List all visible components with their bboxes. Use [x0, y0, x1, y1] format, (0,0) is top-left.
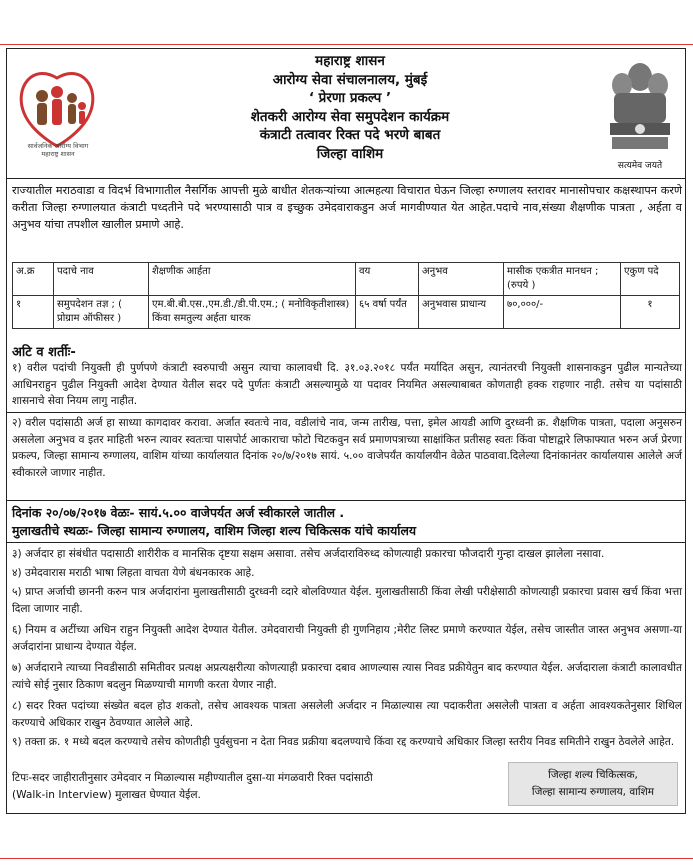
top-rule [0, 44, 693, 45]
cell-sr: १ [13, 296, 54, 329]
note-line-2: (Walk-in Interview) मुलाखत घेण्यात येईल. [12, 789, 201, 801]
cell-salary: ७०,०००/- [504, 296, 621, 329]
term-1: १) वरील पदांची नियुक्ती ही पुर्णपणे कंत्राटी स्वरुपाची असुन त्याचा कालावधी दि. ३१.०३.२०१८ पर्यंत मर्यादित असुन, त्यानंतरची नियुक्ती शासनाकडुन पुढील मान्यतेच्या आधिनराहुन पुढील नियुक्ती आदेश देण्यात येतील सदर पदे पुर्णतः कंत्राटी असल्यामुळे या पदावर नियमित असल्याबाबत कोणताही हक्क राहणार नाही. तसेच या पदांसाठी शासनाचे सेवा नियम लागु नाहीत. [12, 362, 682, 407]
separator-1 [6, 412, 686, 413]
application-deadline-line: दिनांक २०/०७/२०१७ वेळः- सायं.५.०० वाजेपर्यत अर्ज स्वीकारले जातील . [12, 505, 345, 520]
interview-venue-line: मुलाखतीचे स्थळः- जिल्हा सामान्य रुग्णालय, वाशिम जिल्हा शल्य चिकित्सक यांचे कार्यालय [12, 523, 417, 538]
separator-3 [6, 542, 686, 543]
term-6: ६) नियम व अटींच्या अधिन राहुन नियुक्ती आदेश देण्यात येतील. उमेदवाराची नियुक्ती ही गुणनिहाय ;मेरीट लिस्ट प्रमाणे करण्यात येईल, तसेच जास्तीत जास्त अनुभव असणा-या अर्जदारांना प्राधान्य देण्यात येईल. [12, 624, 682, 653]
header-line-4: शेतकरी आरोग्य सेवा समुपदेशन कार्यक्रम [250, 108, 450, 125]
separator-2 [6, 500, 686, 501]
table-header-row [13, 263, 680, 296]
col-header-experience: अनुभव [419, 263, 504, 296]
signature-line-1: जिल्हा शल्य चिकित्सक, [548, 769, 638, 781]
emblem-caption: सत्यमेव जयते [617, 161, 663, 171]
term-8: ८) सदर रिक्त पदांच्या संख्येत बदल होउ शकतो, तसेच आवश्यक पात्रता असलेली अर्जदार न मिळाल्यास त्या पदाकरीता असलेली पात्रता व अर्हता आवश्यकतेनुसार शिथिल करण्याचे अधिकार राखुन ठेवण्यात आलेले आहे. [12, 700, 682, 729]
signature-line-2: जिल्हा सामान्य रुग्णालय, वाशिम [531, 786, 655, 798]
table-row [13, 296, 680, 329]
col-header-sr: अ.क्र [13, 263, 54, 296]
document-header [120, 52, 580, 163]
term-3: ३) अर्जदार हा संबंधीत पदासाठी शारीरीक व मानसिक दृष्टया सक्षम असावा. तसेच अर्जदाराविरुध्द कोणत्याही प्रकारचा फौजदारी गुन्हा दाखल झालेला नसावा. [12, 548, 605, 560]
col-header-count: एकुण पदे [621, 263, 680, 296]
intro-paragraph: राज्यातील मराठवाडा व विदर्भ विभागातील नैसर्गिक आपत्ती मुळे बाधीत शेतकऱ्यांच्या आत्महत्या विचारात घेऊन जिल्हा रुग्णालय स्तरावर मानासोपचार कक्षस्थापन करणे करीता जिल्हा रुग्णालयात कंत्राटी पध्दतीने पदे भरण्यासाठी पात्र व इच्छुक उमेदवाराकडुन अर्ज मागवीण्यात येत आहेत.पदाचे नाव,संख्या शैक्षणीक पात्रता , अर्हता व अनुभव यांचा तपशील खालील प्रमाणे आहे. [12, 184, 682, 231]
col-header-qualification: शैक्षणीक आर्हता [149, 263, 356, 296]
header-line-1: महाराष्ट्र शासन [315, 53, 385, 69]
header-separator [6, 178, 686, 179]
signature-box [508, 762, 678, 806]
cell-count: १ [621, 296, 680, 329]
cell-post: समुपदेशन तज्ञ ; ( प्रोग्राम ऑफीसर ) [54, 296, 149, 329]
col-header-post: पदाचे नाव [54, 263, 149, 296]
header-line-5: कंत्राटी तत्वावर रिक्त पदे भरणे बाबत [259, 127, 441, 143]
header-line-6: जिल्हा वाशिम [316, 145, 384, 162]
term-4: ४) उमेदवारास मराठी भाषा लिहता वाचता येणे बंधनकारक आहे. [12, 567, 255, 579]
term-5: ५) प्राप्त अर्जाची छाननी करुन पात्र अर्जदारांना मुलाखतीसाठी दुरध्वनी व्दारे बोलविण्यात येईल. मुलाखतीसाठी किंवा लेखी परीक्षेसाठी कोणत्याही प्रकारचा प्रवास खर्च किंवा भत्ता दिला जाणार नाही. [12, 586, 682, 615]
header-line-3: ‘ प्रेरणा प्रकल्प ’ [308, 90, 392, 106]
term-7: ७) अर्जदाराने त्याच्या निवडीसाठी समितीवर प्रत्यक्ष अप्रत्यक्षरीत्या कोणत्याही प्रकारचा दबाव आणल्यास त्यास निवड प्रक्रीयेतुन बाद करण्यात येईल. अर्जदाराला कंत्राटी कालावधीत त्यांचे सोई नुसार ठिकाण बदलुन मिळण्याची मागणी करता येणार नाही. [12, 662, 682, 691]
national-emblem-icon [600, 55, 680, 170]
logo-caption: सार्वजनिक आरोग्य विभाग महाराष्ट्र शासन [27, 142, 89, 158]
term-2: २) वरील पदांसाठी अर्ज हा साध्या कागदावर करावा. अर्जात स्वतःचे नाव, वडीलांचे नाव, जन्म तारीख, पत्ता, इमेल आयडी आणि दुरध्वनी क्र. शैक्षणिक पात्रता, पदाला अनुसरुन असलेला अनुभव व इतर माहिती भरुन त्यावर स्वतःचा पासपोर्ट आकाराचा फोटो चिटकवुन सर्व प्रमाणपत्राच्या साक्षांकित प्रतीसह स्वतः किंवा पोष्टाद्वारे लिफाफ्यात भरुन अर्ज प्रेरणा प्रकल्प, जिल्हा सामान्य रुग्णालय, वाशिम यांच्या कार्यालयात दिनांक २०/७/२०१७ सायं. ५.०० वाजेपर्यंत कार्यालयीन वेळेत पाठवावा.दिलेल्या दिनांकानंतर कार्यालयास आलेले अर्ज स्वीकारले जाणार नाहीत. [12, 417, 682, 479]
cell-qualification: एम.बी.बी.एस.,एम.डी./डी.पी.एम.; ( मनोविकृतीशास्त्र) किंवा समतुल्य अर्हता धारक [149, 296, 356, 329]
col-header-salary: मासीक एकत्रीत मानधन ;(रुपये ) [504, 263, 621, 296]
header-line-2: आरोग्य सेवा संचालनालय, मुंबई [272, 71, 428, 88]
cell-age: ६५ वर्षा पर्यंत [356, 296, 419, 329]
bottom-rule [0, 858, 693, 859]
col-header-age: वय [356, 263, 419, 296]
cell-experience: अनुभवास प्राधान्य [419, 296, 504, 329]
term-9: ९) तक्ता क्र. १ मध्ये बदल करण्याचे तसेच कोणतीही पुर्वसुचना न देता निवड प्रक्रीया बदलण्याचे किंवा रद्द करण्याचे अधिकार जिल्हा स्तरीय निवड समितीने राखुन ठेवलेले आहेत. [12, 736, 675, 748]
posts-table [12, 262, 680, 329]
note-line-1: टिपः-सदर जाहीरातीनुसार उमेदवार न मिळाल्यास महीण्यातील दुसा-या मंगळवारी रिक्त पदांसाठी [12, 772, 373, 784]
terms-title: अटि व शर्तीः- [12, 345, 76, 360]
